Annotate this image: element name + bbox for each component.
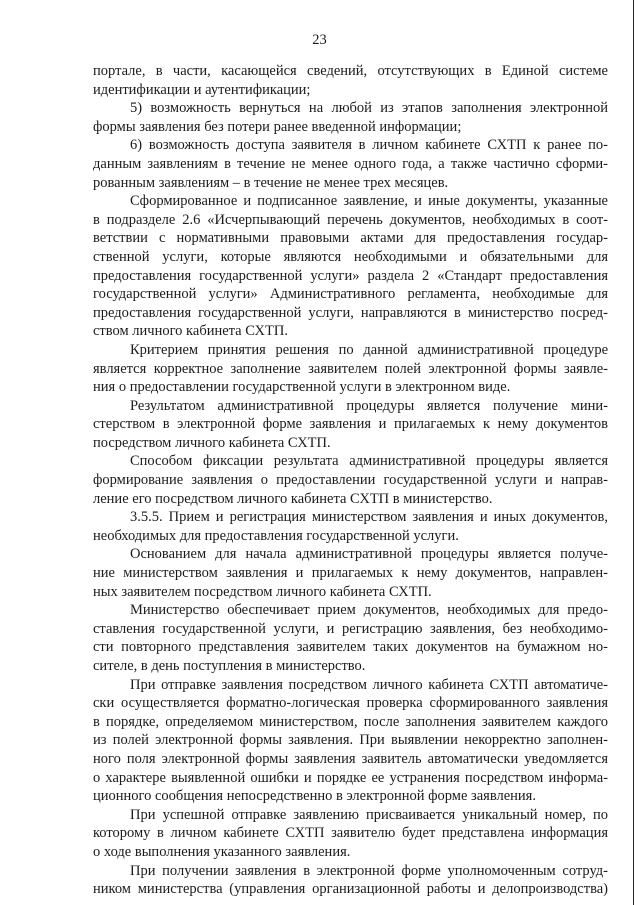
text-line: При отправке заявления посредством личного кабинета СХТП автоматиче- [130,676,608,693]
text-line: ником министерства (управления организационной работы и делопроизводства) [93,881,608,898]
text-line: рованным заявлениям – в течение не менее трех месяцев. [93,174,449,191]
text-line: которому в личном кабинете СХТП заявителю будет представлена информация [93,825,608,842]
text-line: в подразделе 2.6 «Исчерпывающий перечень документов, необходимых в соот- [93,211,608,228]
text-line: 6) возможность доступа заявителя в личном кабинете СХТП к ранее по- [130,137,608,154]
text-line: посредством личного кабинета СХТП. [93,434,331,451]
text-line: о характере выявленной ошибки и порядке ее устранения посредством информа- [93,769,608,786]
document-body [93,62,608,899]
text-line: идентификации и аутентификации; [93,81,311,98]
text-line: государственной услуги» Административного регламента, необходимые для [93,286,608,303]
text-line: формирование заявления о предоставлении государственной услуги и направ- [93,472,608,489]
text-line: ски осуществляется форматно-логическая проверка сформированного заявления [93,695,608,712]
text-line: Основанием для начала административной процедуры является получе- [130,546,608,563]
page-edge-line [633,0,634,905]
text-line: Критерием принятия решения по данной административной процедуре [130,341,608,358]
text-line: При успешной отправке заявлению присваивается уникальный номер, по [130,806,608,823]
text-line: ление его посредством личного кабинета СХТП в министерство. [93,490,493,507]
text-line: 5) возможность вернуться на любой из этапов заполнения электронной [130,100,608,117]
text-line: 3.5.5. Прием и регистрация министерством заявления и иных документов, [130,509,608,526]
text-line: предоставления государственной услуги, направляются в министерство посред- [93,304,608,321]
text-line: Министерство обеспечивает прием документов, необходимых для предо- [130,602,608,619]
text-line: формы заявления без потери ранее введенной информации; [93,118,462,135]
text-line: Результатом административной процедуры является получение мини- [130,397,608,414]
text-line: ние министерством заявления и прилагаемых к нему документов, направлен- [93,565,608,582]
text-line: является корректное заполнение заявителем полей электронной формы заявле- [93,360,608,377]
text-line: сти повторного представления заявителем таких документов на бумажном но- [93,639,608,656]
text-line: портале, в части, касающейся сведений, отсутствующих в Единой системе [93,63,608,79]
text-line: о ходе выполнения указанного заявления. [93,843,351,860]
text-line: предоставления государственной услуги» раздела 2 «Стандарт предоставления [93,267,608,284]
text-line: Сформированное и подписанное заявление, и иные документы, указанные [130,193,608,210]
page-number: 23 [312,32,327,48]
text-line: стерством в электронной форме заявления и прилагаемых к нему документов [93,416,608,433]
text-line: Способом фиксации результата административной процедуры является [130,453,608,470]
text-line: сителе, в день поступления в министерство. [93,658,366,674]
text-line: необходимых для предоставления государственной услуги. [93,527,459,544]
text-line: ством личного кабинета СХТП. [93,323,288,340]
text-line: из полей электронной формы заявления. При выявлении некорректно заполнен- [93,732,608,749]
text-line: данным заявлениям в течение не менее одного года, а также частично сформи- [93,155,608,172]
text-line: ного поля электронной формы заявления заявитель автоматически уведомляется [93,750,608,767]
text-line: ных заявителем посредством личного кабинета СХТП. [93,583,432,600]
text-line: ния о предоставлении государственной услуги в электронном виде. [93,379,511,396]
text-line: в порядке, определяемом министерством, после заполнения заявителем каждого [93,713,608,730]
text-line: ственной услуги, которые являются необходимыми и обязательными для [93,248,608,265]
text-line: ветствии с нормативными правовыми актами для предоставления государ- [93,230,608,247]
text-line: ставления государственной услуги, и регистрацию заявления, без необходимо- [93,620,608,637]
text-line: ционного сообщения непосредственно в электронной форме заявления. [93,788,536,805]
text-line: При получении заявления в электронной форме уполномоченным сотруд- [130,862,608,879]
